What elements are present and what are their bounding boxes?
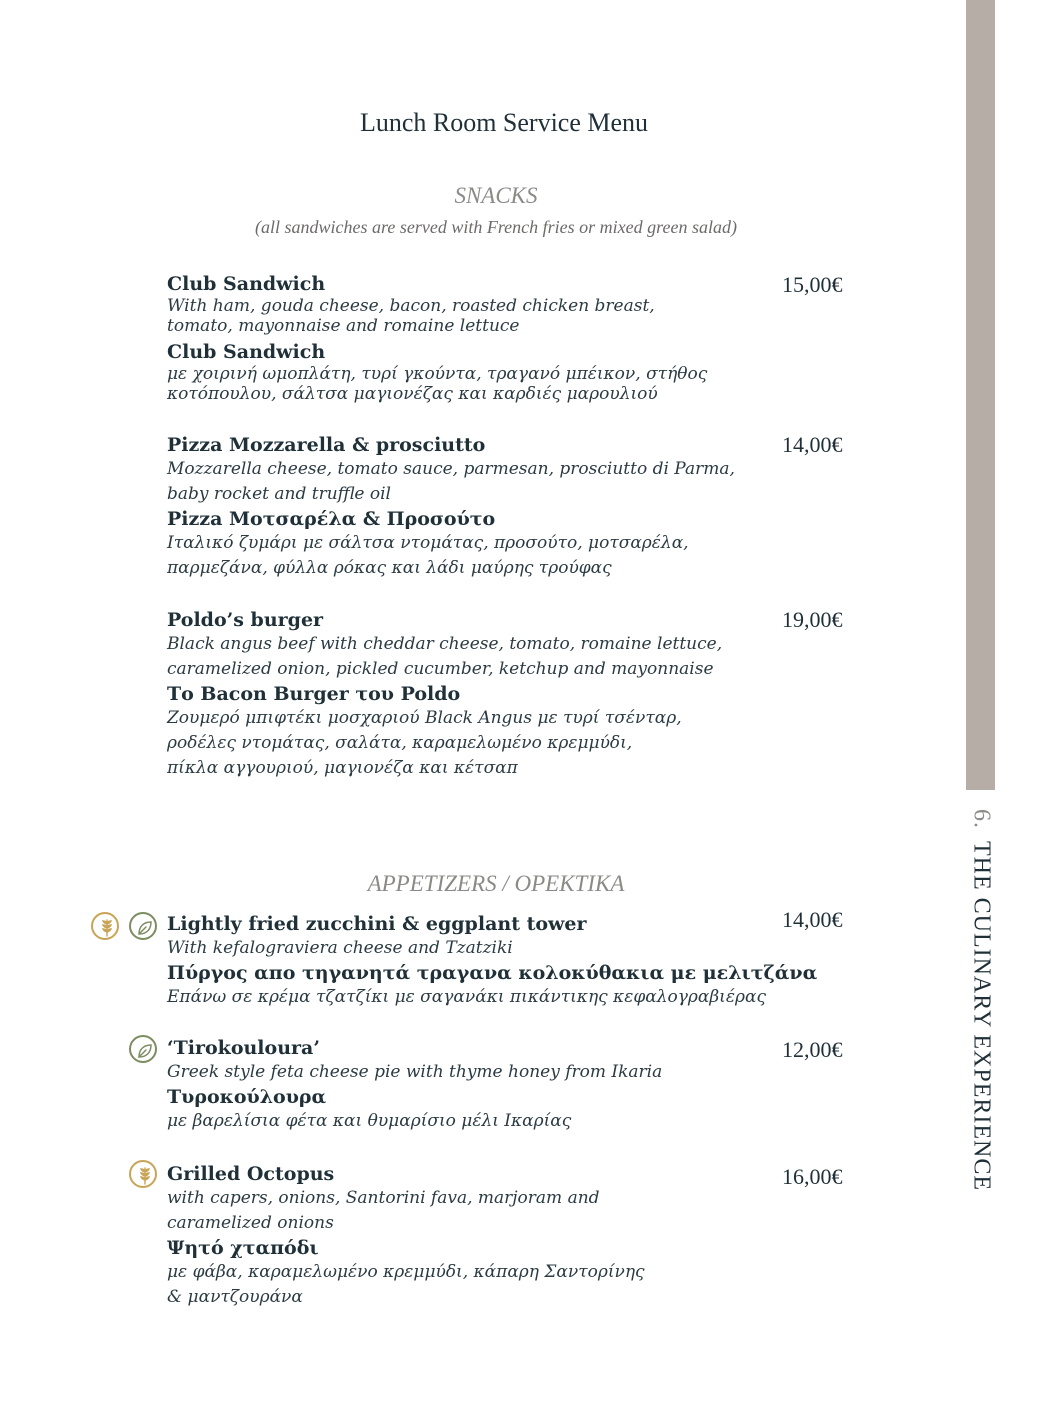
item-desc-gr: με βαρελίσια φέτα και θυμαρίσιο μέλι Ικαρίας	[167, 1111, 572, 1131]
item-price: 14,00€	[782, 432, 843, 457]
item-price: 15,00€	[782, 272, 843, 297]
section-title-appetizers: APPETIZERS / OPEKTIKA	[367, 871, 625, 896]
item-desc-gr: παρμεζάνα, φύλλα ρόκας και λάδι μαύρης τρούφας	[167, 558, 612, 578]
menu-item-club-sandwich	[167, 272, 767, 404]
item-desc-en: with capers, onions, Santorini fava, marjoram and	[167, 1188, 600, 1208]
menu-item-zucchini-tower	[167, 912, 818, 1010]
chapter-number: 6.	[968, 808, 995, 829]
section-title-snacks: SNACKS	[454, 183, 538, 208]
wheat-icon	[129, 1160, 157, 1188]
item-name-gr: Club Sandwich	[167, 341, 326, 363]
item-name-en: Lightly fried zucchini & eggplant tower	[167, 913, 587, 935]
menu-item-tirokouloura	[167, 1036, 767, 1134]
item-desc-en: tomato, mayonnaise and romaine lettuce	[167, 316, 520, 336]
item-price: 19,00€	[782, 607, 843, 632]
leaf-icon	[129, 1035, 157, 1063]
page-title: Lunch Room Service Menu	[359, 108, 649, 137]
item-desc-en: caramelized onion, pickled cucumber, ketchup and mayonnaise	[167, 659, 714, 679]
item-name-en: ‘Tirokouloura’	[167, 1037, 320, 1059]
item-desc-gr: Ιταλικό ζυμάρι με σάλτσα ντομάτας, προσούτο, μοτσαρέλα,	[167, 533, 689, 553]
item-name-gr: Pizza Μοτσαρέλα & Προσούτο	[167, 508, 496, 530]
item-desc-gr: πίκλα αγγουριού, μαγιονέζα και κέτσαπ	[167, 758, 518, 778]
item-desc-en: With kefalograviera cheese and Tzatziki	[167, 938, 513, 958]
item-name-gr: Τυροκούλουρα	[167, 1086, 327, 1108]
menu-item-grilled-octopus	[167, 1162, 767, 1310]
item-name-en: Poldo’s burger	[167, 609, 324, 631]
item-desc-gr: Ζουμερό μπιφτέκι μοσχαριού Black Angus με τυρί τσένταρ,	[167, 708, 682, 728]
menu-item-pizza	[167, 433, 767, 581]
item-desc-en: Black angus beef with cheddar cheese, tomato, romaine lettuce,	[167, 634, 723, 654]
item-desc-gr: με φάβα, καραμελωμένο κρεμμύδι, κάπαρη Σαντορίνης	[167, 1262, 645, 1282]
item-price: 12,00€	[782, 1037, 843, 1062]
item-name-gr: Ψητό χταπόδι	[167, 1237, 319, 1259]
item-desc-gr: ροδέλες ντομάτας, σαλάτα, καραμελωμένο κρεμμύδι,	[167, 733, 633, 753]
item-name-gr: Το Bacon Burger του Poldo	[167, 683, 461, 705]
chapter-title: THE CULINARY EXPERIENCE	[968, 840, 995, 1192]
item-desc-gr: & μαντζουράνα	[167, 1287, 303, 1307]
item-desc-en: baby rocket and truffle oil	[167, 484, 391, 504]
item-desc-gr: κοτόπουλου, σάλτσα μαγιονέζας και καρδιές μαρουλιού	[167, 384, 658, 404]
item-desc-en: Greek style feta cheese pie with thyme honey from Ikaria	[167, 1062, 663, 1082]
menu-item-burger	[167, 608, 767, 781]
item-desc-gr: με χοιρινή ωμοπλάτη, τυρί γκούντα, τραγανό μπέικον, στήθος	[167, 364, 708, 384]
leaf-icon	[129, 912, 157, 940]
item-desc-en: Mozzarella cheese, tomato sauce, parmesan, prosciutto di Parma,	[167, 459, 735, 479]
item-desc-gr: Επάνω σε κρέμα τζατζίκι με σαγανάκι πικάντικης κεφαλογραβιέρας	[167, 987, 766, 1007]
wheat-icon	[91, 912, 119, 940]
item-name-en: Pizza Mozzarella & prosciutto	[167, 434, 486, 456]
item-name-en: Grilled Octopus	[167, 1163, 335, 1185]
item-name-gr: Πύργος απο τηγανητά τραγανα κολοκύθακια με μελιτζάνα	[167, 962, 818, 984]
item-desc-en: With ham, gouda cheese, bacon, roasted chicken breast,	[167, 296, 655, 316]
chapter-label	[968, 809, 995, 1191]
item-price: 16,00€	[782, 1164, 843, 1189]
item-price: 14,00€	[782, 907, 843, 932]
item-desc-en: caramelized onions	[167, 1213, 334, 1233]
section-note-snacks: (all sandwiches are served with French fries or mixed green salad)	[255, 217, 737, 237]
item-name-en: Club Sandwich	[167, 273, 326, 295]
